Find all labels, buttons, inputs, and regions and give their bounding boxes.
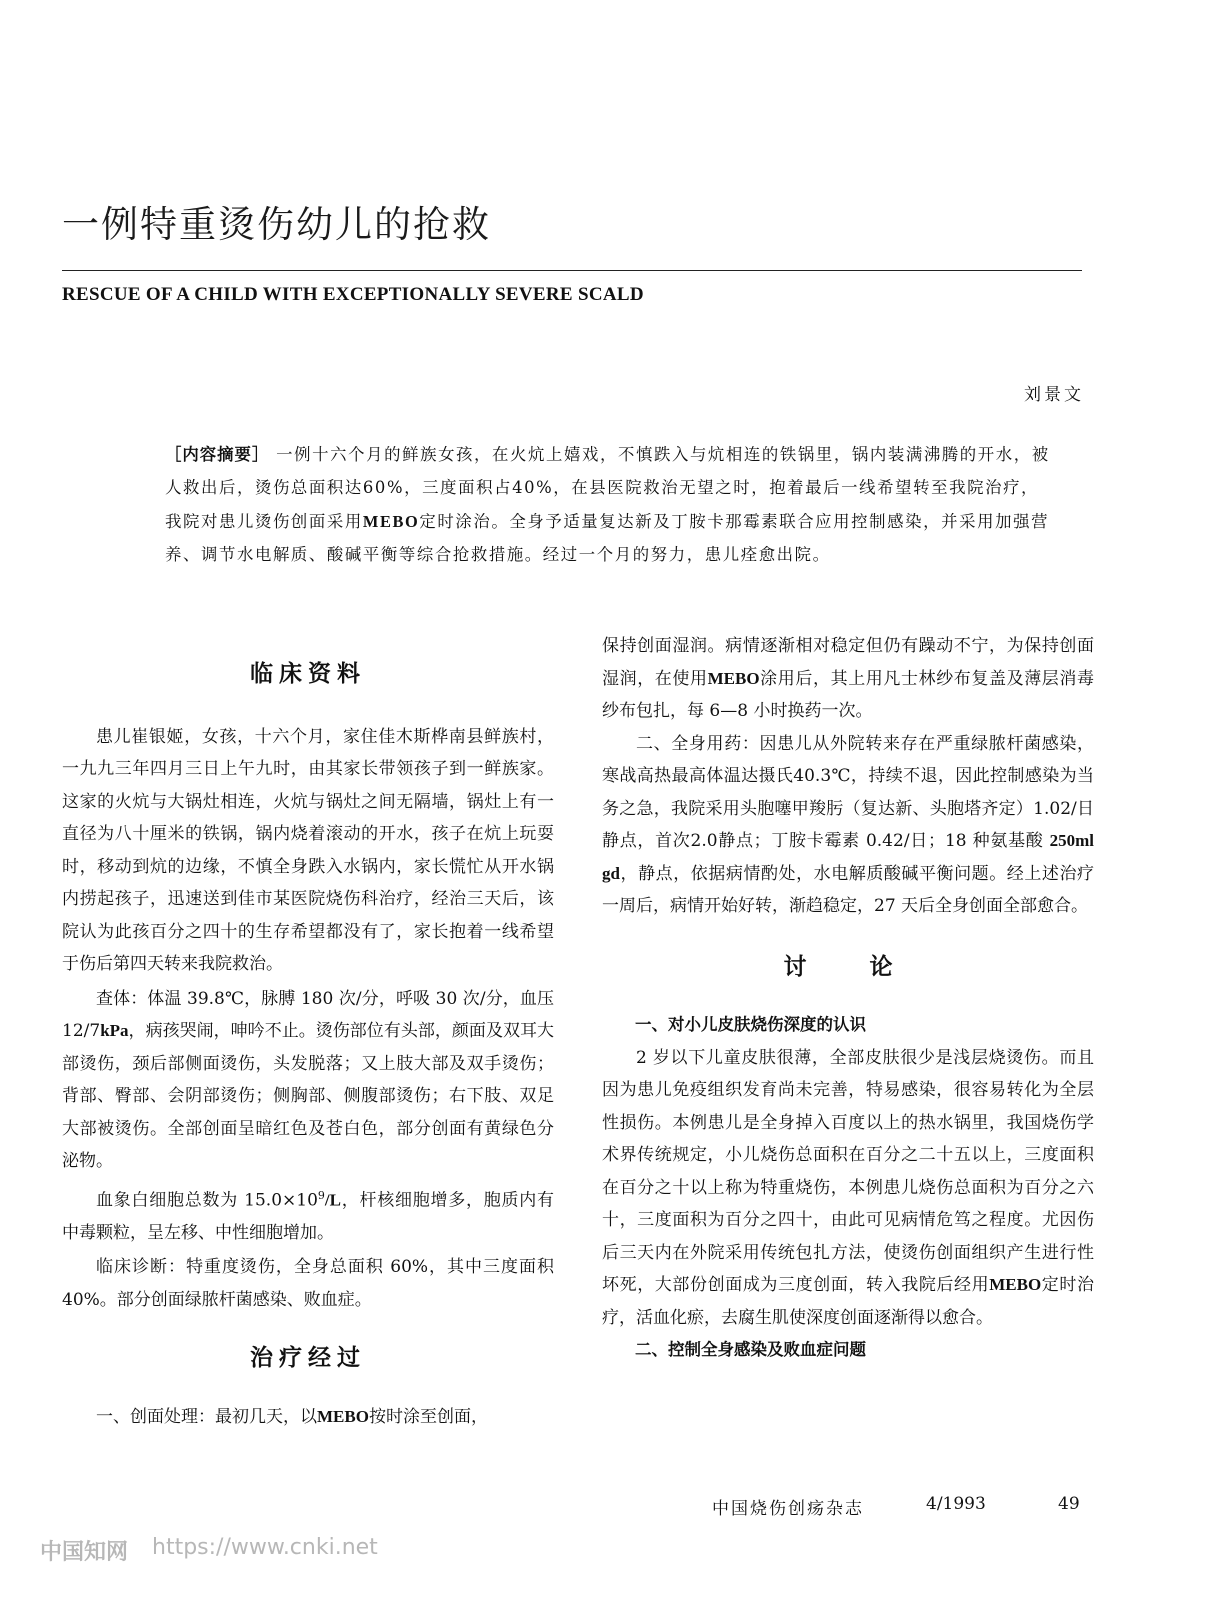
cnki-logo-watermark: 中国知网 [40,1540,129,1565]
section-heading-clinical: 临床资料 [250,661,366,687]
paragraph-diagnosis: 临床诊断：特重度烫伤，全身总面积 60%，其中三度面积 40%。部分创面绿脓杆菌感染、败血症。 [62,1257,554,1310]
paragraph-wound-care-cont: 保持创面湿润。病情逐渐相对稳定但仍有躁动不宁，为保持创面湿润，在使用MEBO涂用后，其上用凡士林纱布复盖及薄层消毒纱布包扎，每 6—8 小时换药一次。 [602,636,1095,721]
abstract-text-b: 定时涂治。全身予适量复达新及丁胺卡那霉素联合应用控制感染，并采用加强营养、调节水电解质、酸碱平衡等综合抢救措施。经过一个月的努力，患儿痊愈出院。 [165,511,1050,564]
paragraph-systemic-medication: 二、全身用药：因患儿从外院转来存在严重绿脓杆菌感染，寒战高热最高体温达摄氏40.3℃，持续不退，因此控制感染为当务之急，我院采用头胞噻甲羧肟（复达新、头胞塔齐定）1.02/日静点，首次2.0静点；丁胺卡霉素 0.42/日；18 种氨基酸 250ml gd，静点，依据病情酌处，水电解质酸碱平衡问题。经上述治疗一周后，病情开始好转，渐趋稳定，27 天后全身创面全部愈合。 [602,733,1094,916]
english-title: RESCUE OF A CHILD WITH EXCEPTIONALLY SEVERE SCALD [62,284,644,305]
title-rule [62,270,1082,271]
page-title: 一例特重烫伤幼儿的抢救 [62,203,491,246]
footer-page-number: 49 [1058,1494,1080,1514]
abstract-mebo: MEBO [362,511,420,531]
section-heading-discussion: 讨 论 [783,953,913,980]
subheading-burn-depth: 一、对小儿皮肤烧伤深度的认识 [635,1015,866,1034]
left-column [62,630,554,1433]
abstract-block [165,438,1050,571]
abstract-label: ［内容摘要］ [165,445,270,464]
paragraph-blood-test: 血象白细胞总数为 $15.0\times 10^9/L$，杆核细胞增多，胞质内有中毒颗粒，呈左移、中性细胞增加。 [62,1188,554,1243]
footer-issue: 4/1993 [926,1494,986,1514]
section-heading-treatment: 治疗经过 [250,1345,366,1372]
paragraph-wound-care-start: 一、创面处理：最初几天，以MEBO按时涂至创面， [96,1406,488,1427]
abstract-text-a: 一例十六个月的鲜族女孩，在火炕上嬉戏，不慎跌入与炕相连的铁锅里，锅内装满沸腾的开水，被人救出后，烫伤总面积达60%，三度面积占40%，在县医院救治无望之时，抱着最后一线希望转至我院治疗，我院对患儿烫伤创面采用 [165,445,1050,531]
author-name: 刘景文 [1024,385,1084,405]
right-column [602,630,1094,1367]
paragraph-burn-depth: 2 岁以下儿童皮肤很薄，全部皮肤很少是浅层烧烫伤。而且因为患儿免疫组织发育尚未完善，特易感染，很容易转化为全层性损伤。本例患儿是全身掉入百度以上的热水锅里，我国烧伤学术界传统规定，小儿烧伤总面积在百分之二十五以上，三度面积在百分之十以上称为特重烧伤，本例患儿烧伤总面积为百分之六十，三度面积为百分之四十，由此可见病情危笃之程度。尤因伤后三天内在外院采用传统包扎方法，使烫伤创面组织产生进行性坏死，大部份创面成为三度创面，转入我院后经用MEBO定时治疗，活血化瘀，去腐生肌使深度创面逐渐得以愈合。 [602,1047,1095,1328]
footer-journal-name: 中国烧伤创疡杂志 [712,1499,864,1519]
paragraph-case-history: 患儿崔银姬，女孩，十六个月，家住佳木斯桦南县鲜族村，一九九三年四月三日上午九时，由其家长带领孩子到一鲜族家。这家的火炕与大锅灶相连，火炕与锅灶之间无隔墙，锅灶上有一直径为八十厘米的铁锅，锅内烧着滚动的开水，孩子在炕上玩耍时，移动到炕的边缘，不慎全身跌入水锅内，家长慌忙从开水锅内捞起孩子，迅速送到佳市某医院烧伤科治疗，经治三天后，该院认为此孩百分之四十的生存希望都没有了，家长抱着一线希望于伤后第四天转来我院救治。 [62,726,554,974]
paragraph-examination: 查体：体温 39.8℃，脉膊 180 次/分，呼吸 30 次/分，血压 12/7kPa，病孩哭闹，呻吟不止。烫伤部位有头部，颜面及双耳大部烫伤，颈后部侧面烫伤，头发脱落；又上肢大部及双手烫伤；背部、臀部、会阴部烫伤；侧胸部、侧腹部烫伤；右下肢、双足大部被烫伤。全部创面呈暗红色及苍白色，部分创面有黄绿色分泌物。 [62,988,554,1171]
subheading-infection-control: 二、控制全身感染及败血症问题 [635,1340,866,1359]
cnki-url-watermark: https://www.cnki.net [152,1535,378,1560]
